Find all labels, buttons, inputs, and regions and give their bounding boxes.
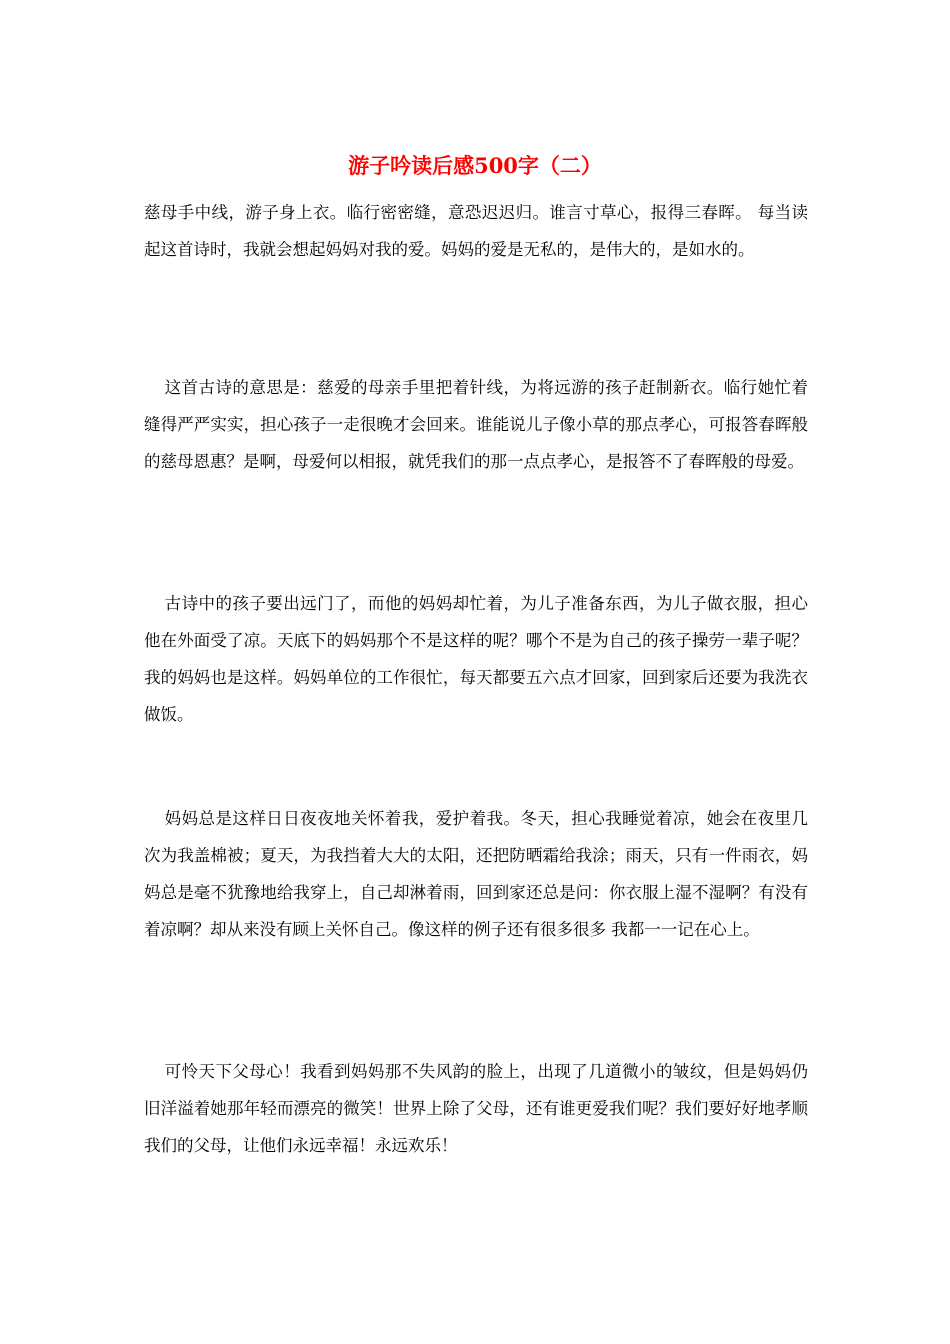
paragraph-2: 这首古诗的意思是：慈爱的母亲手里把着针线，为将远游的孩子赶制新衣。临行她忙着缝得严严实实，担心孩子一走很晚才会回来。谁能说儿子像小草的那点孝心，可报答春晖般的慈母恩惠？是啊，母爱何以相报，就凭我们的那一点点孝心，是报答不了春晖般的母爱。 [144, 378, 808, 471]
document-title: 游子吟读后感500字（二） [348, 153, 602, 178]
paragraph-1: 慈母手中线，游子身上衣。临行密密缝，意恐迟迟归。谁言寸草心，报得三春晖。 每当读起这首诗时，我就会想起妈妈对我的爱。妈妈的爱是无私的，是伟大的，是如水的。 [144, 203, 808, 259]
paragraph-5: 可怜天下父母心！我看到妈妈那不失风韵的脸上，出现了几道微小的皱纹，但是妈妈仍旧洋溢着她那年轻而漂亮的微笑！世界上除了父母，还有谁更爱我们呢？我们要好好地孝顺我们的父母，让他们永远幸福！永远欢乐！ [144, 1062, 808, 1155]
paragraph-4: 妈妈总是这样日日夜夜地关怀着我，爱护着我。冬天，担心我睡觉着凉，她会在夜里几次为我盖棉被；夏天，为我挡着大大的太阳，还把防晒霜给我涂；雨天，只有一件雨衣，妈妈总是毫不犹豫地给我穿上，自己却淋着雨，回到家还总是问：你衣服上湿不湿啊？有没有着凉啊？却从来没有顾上关怀自己。像这样的例子还有很多很多 我都一一记在心上。 [144, 809, 808, 939]
paragraph-3: 古诗中的孩子要出远门了，而他的妈妈却忙着，为儿子准备东西，为儿子做衣服，担心他在外面受了凉。天底下的妈妈那个不是这样的呢？哪个不是为自己的孩子操劳一辈子呢？我的妈妈也是这样。妈妈单位的工作很忙，每天都要五六点才回家，回到家后还要为我洗衣做饭。 [144, 594, 808, 724]
